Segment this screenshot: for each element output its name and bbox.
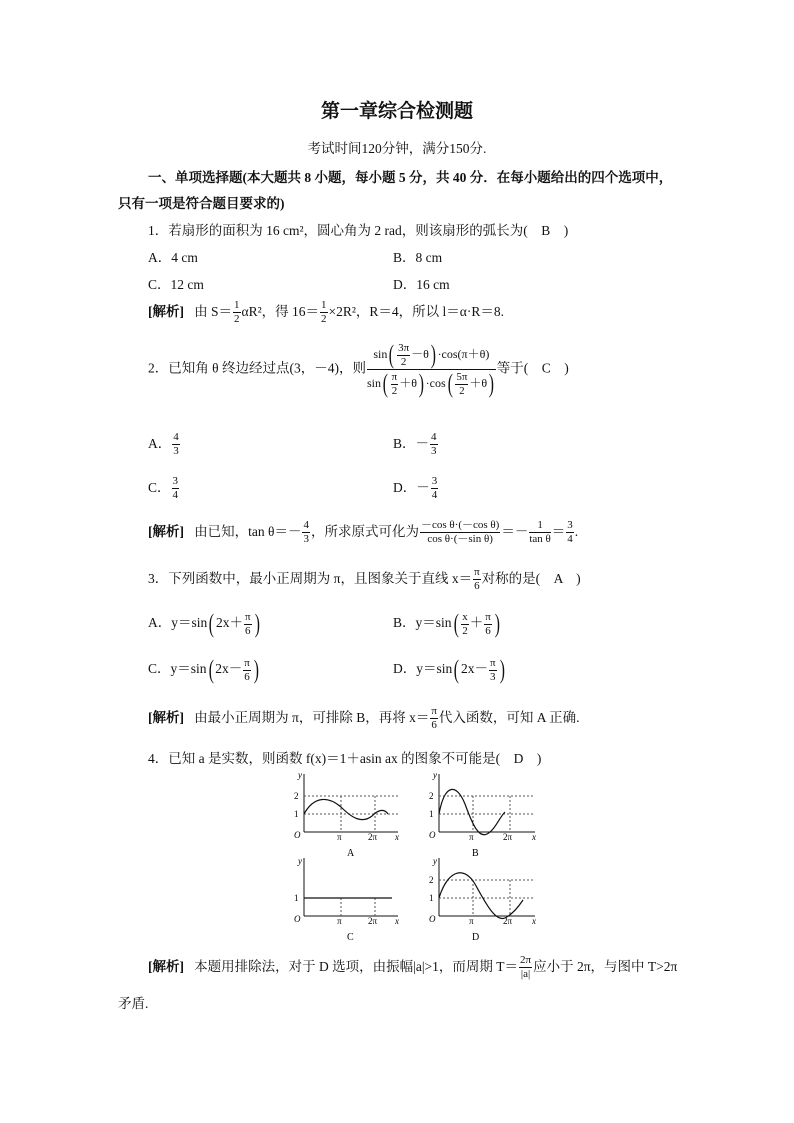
svg-text:π: π [469,916,474,926]
page-title: 第一章综合检测题 [320,100,473,122]
graph-label-a: A [347,848,355,859]
svg-text:x: x [532,832,536,842]
q1-stem: 1．若扇形的面积为 16 cm²，圆心角为 2 rad，则该扇形的弧长为( B ) [148,223,569,238]
graph-label-c: C [347,932,354,940]
q3-option-d: D．y＝sin( 2x－ $\frac{\pi}{3}$ ) [393,655,505,684]
graph-label-b: B [472,848,479,859]
svg-text:2π: 2π [503,916,513,926]
solution-tag: [解析] [148,959,184,974]
q4-solution: [解析] 本题用排除法，对于 D 选项，由振幅|a|>1，而周期 T＝ $\frac{2\pi}{|a|}$ 应小于 2π，与图中 T>2π [148,954,678,981]
svg-text:O: O [429,914,436,924]
svg-text:x: x [395,916,399,926]
svg-text:π: π [337,832,342,842]
q2-option-a: A． $\frac{4}{3}$ [148,431,179,458]
q3-option-b: B．y＝sin( $\frac{x}{2}$ ＋ $\frac{\pi}{6}$ ) [393,609,500,638]
svg-text:y: y [298,856,302,866]
section-heading-line1: 一、单项选择题(本大题共 8 小题，每小题 5 分，共 40 分．在每小题给出的四个选项中， [148,170,673,185]
q2-solution: [解析] 由已知，tan θ＝－ $\frac{4}{3}$ ，所求原式可化为 $\frac{\text{－cos θ·(－cos θ)}}{\text{cos θ·(－sin θ)}}$ ＝－ $\frac{1}{\text{tan θ}}$ ＝ $\frac{3}{4}$ . [148,519,579,546]
svg-text:2π: 2π [368,832,378,842]
q3-stem: 3．下列函数中，最小正周期为 π，且图象关于直线 x＝ $\frac{\pi}{6}$ 对称的是( A ) [148,566,581,593]
svg-text:π: π [337,916,342,926]
svg-text:x: x [532,916,536,926]
graph-c [294,856,399,940]
q1-option-d: D．16 cm [393,277,450,292]
svg-text:2: 2 [294,791,299,801]
solution-tag: [解析] [148,524,184,539]
q2-option-d: D．－ $\frac{3}{4}$ [393,475,438,502]
svg-text:O: O [294,914,301,924]
svg-text:y: y [298,770,302,780]
svg-text:1: 1 [294,809,299,819]
solution-tag: [解析] [148,304,184,319]
q4-stem: 4．已知 a 是实数，则函数 f(x)＝1＋asin ax 的图象不可能是( D ) [148,751,542,766]
graph-a [294,770,399,859]
svg-text:2π: 2π [503,832,513,842]
q3-option-a: A．y＝sin( 2x＋ $\frac{\pi}{6}$ ) [148,609,260,638]
svg-text:y: y [433,856,437,866]
q4-graphs [280,770,550,940]
graph-d [429,856,536,940]
svg-text:y: y [433,770,437,780]
graph-b [429,770,536,859]
solution-tag: [解析] [148,710,184,725]
svg-text:2: 2 [429,875,434,885]
q2-option-c: C． $\frac{3}{4}$ [148,475,179,502]
graph-label-d: D [472,932,480,940]
q1-solution: [解析] 由 S＝ $\frac{1}{2}$ αR²，得 16＝ $\frac{1}{2}$ ×2R²，R＝4，所以 l＝α·R＝8. [148,299,505,326]
q1-option-a: A．4 cm [148,250,198,265]
svg-text:2: 2 [429,791,434,801]
svg-text:O: O [294,830,301,840]
q2-stem: 2．已知角 θ 终边经过点(3，－4)，则 sin( $\frac{3\pi}{2}$ －θ) ·cos(π＋θ) sin( $\frac{\pi}{2}$ ＋θ) ·cos( $\frac{5\pi}{2}$ ＋θ) 等于( C ) [148,340,569,398]
svg-text:1: 1 [294,893,299,903]
svg-text:2π: 2π [368,916,378,926]
svg-text:O: O [429,830,436,840]
svg-text:π: π [469,832,474,842]
q2-expression: sin( $\frac{3\pi}{2}$ －θ) ·cos(π＋θ) sin( $\frac{\pi}{2}$ ＋θ) ·cos( $\frac{5\pi}{2}$ ＋θ) [366,340,495,398]
svg-text:1: 1 [429,809,434,819]
q4-solution-line2: 矛盾. [118,996,149,1011]
svg-text:1: 1 [429,893,434,903]
q1-option-c: C．12 cm [148,277,204,292]
section-heading-line2: 只有一项是符合题目要求的) [118,196,285,211]
q1-option-b: B．8 cm [393,250,443,265]
q2-option-b: B．－ $\frac{4}{3}$ [393,431,437,458]
svg-text:x: x [395,832,399,842]
q3-solution: [解析] 由最小正周期为 π，可排除 B，再将 x＝ $\frac{\pi}{6}$ 代入函数，可知 A 正确. [148,705,580,732]
q3-option-c: C．y＝sin( 2x－ $\frac{\pi}{6}$ ) [148,655,259,684]
exam-info: 考试时间120分钟，满分150分. [307,141,487,156]
